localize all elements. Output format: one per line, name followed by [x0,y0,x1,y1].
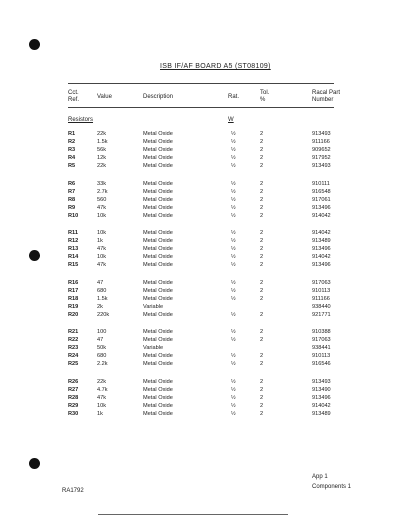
cell-value: 1.5k [97,295,108,302]
cell-rating: ½ [231,212,236,219]
cell-rating: ½ [231,131,236,137]
cell-ref: R10 [68,212,79,219]
table-row [0,386,400,394]
cell-tolerance: 2 [260,147,264,154]
cell-tolerance: 2 [260,212,264,219]
cell-ref: R13 [68,246,79,253]
cell-part-number: 914042 [312,254,331,261]
appendix-label: App 1 [312,474,328,480]
cell-value: 22k [97,131,107,137]
table-row [0,378,400,386]
cell-part-number: 913493 [312,131,331,137]
cell-value: 2.7k [97,188,108,195]
cell-ref: R15 [68,262,79,269]
cell-value: 47 [97,279,104,286]
cell-rating: ½ [231,163,236,170]
cell-tolerance: 2 [260,378,264,385]
cell-tolerance: 2 [260,180,264,187]
table-row [0,402,400,410]
cell-part-number: 913493 [312,163,331,170]
cell-tolerance: 2 [260,131,264,137]
cell-description: Metal Oxide [143,287,173,294]
cell-ref: R3 [68,147,76,154]
cell-ref: R29 [68,402,79,409]
cell-value: 2.2k [97,361,108,368]
cell-ref: R25 [68,361,79,368]
cell-part-number: 913496 [312,204,331,211]
cell-value: 220k [97,311,110,318]
document-number: RA1792 [62,488,84,494]
cell-description: Variable [143,345,164,352]
cell-rating: ½ [231,410,236,417]
header-part-line1: Racal Part [312,90,341,96]
cell-ref: R23 [68,345,79,352]
cell-description: Metal Oxide [143,361,173,368]
cell-part-number: 911166 [312,295,330,302]
cell-tolerance: 2 [260,295,264,302]
cell-value: 680 [97,353,107,360]
cell-tolerance: 2 [260,394,264,401]
cell-rating: ½ [231,386,236,393]
table-row [0,180,400,188]
cell-ref: R1 [68,131,76,137]
header-tolerance-line2: % [260,97,266,103]
cell-description: Metal Oxide [143,155,173,162]
cell-ref: R28 [68,394,79,401]
cell-part-number: 913493 [312,378,331,385]
cell-part-number: 914042 [312,212,331,219]
cell-ref: R26 [68,378,79,385]
cell-tolerance: 2 [260,155,264,162]
table-row [0,295,400,303]
cell-ref: R6 [68,180,76,187]
punch-hole [29,39,40,50]
cell-description: Metal Oxide [143,230,173,236]
cell-tolerance: 2 [260,254,264,261]
table-row [0,237,400,245]
cell-value: 47k [97,204,107,211]
cell-part-number: 914042 [312,230,331,236]
table-row [0,303,400,311]
table-row [0,245,400,253]
cell-value: 1k [97,410,103,417]
cell-description: Metal Oxide [143,386,173,393]
cell-value: 100 [97,329,107,335]
cell-tolerance: 2 [260,386,264,393]
table-row [0,410,400,418]
table-row [0,146,400,154]
cell-rating: ½ [231,246,236,253]
cell-rating: ½ [231,329,236,335]
cell-rating: ½ [231,196,236,203]
cell-value: 10k [97,402,107,409]
cell-description: Metal Oxide [143,295,173,302]
cell-value: 22k [97,378,107,385]
cell-ref: R14 [68,254,79,261]
rating-unit: W [228,117,234,123]
cell-part-number: 916548 [312,188,331,195]
cell-part-number: 921771 [312,311,331,318]
header-description: Description [143,94,174,100]
cell-tolerance: 2 [260,139,264,146]
cell-description: Metal Oxide [143,279,173,286]
cell-rating: ½ [231,188,236,195]
header-ref-line2: Ref. [68,97,80,103]
cell-rating: ½ [231,402,236,409]
cell-tolerance: 2 [260,188,264,195]
cell-rating: ½ [231,139,236,146]
cell-rating: ½ [231,238,236,245]
table-row [0,344,400,352]
table-row [0,336,400,344]
table-row [0,204,400,212]
cell-value: 33k [97,180,107,187]
cell-part-number: 910388 [312,329,331,335]
cell-rating: ½ [231,254,236,261]
cell-tolerance: 2 [260,337,264,344]
header-tolerance-line1: Tol. [260,90,270,96]
cell-rating: ½ [231,311,236,318]
cell-value: 10k [97,230,107,236]
header-ref [68,90,79,104]
table-row [0,196,400,204]
cell-tolerance: 2 [260,287,264,294]
cell-part-number: 916546 [312,361,331,368]
cell-ref: R5 [68,163,76,170]
cell-rating: ½ [231,180,236,187]
cell-ref: R4 [68,155,76,162]
cell-value: 50k [97,345,107,352]
cell-part-number: 917063 [312,337,331,344]
cell-tolerance: 2 [260,410,264,417]
cell-ref: R2 [68,139,76,146]
table-row [0,360,400,368]
cell-value: 47k [97,262,107,269]
cell-ref: R7 [68,188,76,195]
cell-rating: ½ [231,295,236,302]
cell-value: 1.5k [97,139,108,146]
table-row [0,188,400,196]
cell-ref: R12 [68,238,79,245]
cell-part-number: 913496 [312,246,331,253]
cell-rating: ½ [231,262,236,269]
cell-part-number: 914042 [312,402,331,409]
table-row [0,162,400,170]
table-row [0,212,400,220]
cell-value: 680 [97,287,107,294]
cell-value: 4.7k [97,386,108,393]
cell-description: Metal Oxide [143,337,173,344]
cell-description: Metal Oxide [143,163,173,170]
cell-part-number: 938440 [312,303,331,310]
cell-ref: R30 [68,410,79,417]
cell-rating: ½ [231,155,236,162]
cell-rating: ½ [231,394,236,401]
table-row [0,394,400,402]
cell-part-number: 913489 [312,238,331,245]
cell-value: 2k [97,303,103,310]
cell-ref: R27 [68,386,79,393]
punch-hole [29,458,40,469]
cell-tolerance: 2 [260,329,264,335]
cell-part-number: 913496 [312,262,331,269]
cell-part-number: 917061 [312,196,331,203]
table-row [0,352,400,360]
cell-ref: R19 [68,303,79,310]
cell-ref: R11 [68,230,78,236]
cell-part-number: 917063 [312,279,331,286]
cell-tolerance: 2 [260,246,264,253]
cell-part-number: 910113 [312,353,331,360]
cell-description: Metal Oxide [143,329,173,335]
cell-rating: ½ [231,287,236,294]
cell-value: 1k [97,238,103,245]
cell-tolerance: 2 [260,402,264,409]
cell-tolerance: 2 [260,279,264,286]
cell-description: Metal Oxide [143,180,173,187]
cell-part-number: 910113 [312,287,331,294]
table-row [0,261,400,269]
header-value: Value [97,94,112,100]
cell-part-number: 913489 [312,410,331,417]
cell-value: 47 [97,337,104,344]
cell-rating: ½ [231,378,236,385]
cell-description: Metal Oxide [143,131,173,137]
cell-tolerance: 2 [260,361,264,368]
cell-description: Metal Oxide [143,188,173,195]
cell-description: Metal Oxide [143,353,173,360]
cell-value: 10k [97,254,107,261]
cell-ref: R20 [68,311,79,318]
cell-ref: R17 [68,287,79,294]
cell-description: Metal Oxide [143,262,173,269]
header-part-number [312,90,340,104]
document-title: ISB IF/AF BOARD A5 (ST08109) [160,63,271,70]
cell-ref: R22 [68,337,79,344]
header-bottom-rule [68,107,334,108]
bottom-edge-line [98,514,288,515]
cell-description: Metal Oxide [143,204,173,211]
table-row [0,279,400,287]
table-row [0,311,400,319]
page-label: Components 1 [312,484,352,490]
cell-value: 47k [97,246,107,253]
cell-part-number: 913490 [312,386,331,393]
cell-ref: R24 [68,353,79,360]
cell-tolerance: 2 [260,230,264,236]
table-row [0,154,400,162]
cell-rating: ½ [231,230,236,236]
cell-tolerance: 2 [260,163,264,170]
cell-ref: R8 [68,196,76,203]
cell-tolerance: 2 [260,353,264,360]
cell-tolerance: 2 [260,196,264,203]
cell-rating: ½ [231,147,236,154]
cell-description: Metal Oxide [143,196,173,203]
section-heading: Resistors [68,117,94,123]
cell-value: 560 [97,196,107,203]
cell-part-number: 910111 [312,180,330,187]
cell-tolerance: 2 [260,311,264,318]
cell-description: Metal Oxide [143,254,173,261]
cell-ref: R16 [68,279,79,286]
cell-part-number: 917952 [312,155,331,162]
cell-description: Metal Oxide [143,147,173,154]
cell-description: Metal Oxide [143,139,173,146]
table-row [0,253,400,261]
cell-rating: ½ [231,353,236,360]
table-row [0,138,400,146]
cell-part-number: 911166 [312,139,330,146]
cell-description: Metal Oxide [143,378,173,385]
cell-part-number: 913496 [312,394,331,401]
header-part-line2: Number [312,97,334,103]
table-row [0,287,400,295]
table-row [0,328,400,336]
cell-tolerance: 2 [260,238,264,245]
cell-rating: ½ [231,204,236,211]
cell-description: Metal Oxide [143,238,173,245]
cell-value: 56k [97,147,107,154]
cell-value: 12k [97,155,107,162]
table-row [0,130,400,138]
header-tolerance [260,90,269,104]
cell-value: 10k [97,212,107,219]
cell-rating: ½ [231,279,236,286]
cell-tolerance: 2 [260,204,264,211]
cell-description: Metal Oxide [143,394,173,401]
cell-description: Metal Oxide [143,311,173,318]
cell-ref: R9 [68,204,76,211]
cell-rating: ½ [231,337,236,344]
cell-tolerance: 2 [260,262,264,269]
cell-value: 47k [97,394,107,401]
cell-ref: R18 [68,295,79,302]
cell-description: Metal Oxide [143,410,173,417]
cell-part-number: 909652 [312,147,331,154]
cell-description: Metal Oxide [143,246,173,253]
cell-rating: ½ [231,361,236,368]
cell-value: 22k [97,163,107,170]
table-row [0,229,400,237]
cell-part-number: 938441 [312,345,331,352]
header-top-rule [68,83,334,84]
header-ref-line1: Cct. [68,90,79,96]
cell-description: Metal Oxide [143,212,173,219]
cell-description: Variable [143,303,164,310]
cell-description: Metal Oxide [143,402,173,409]
header-rating: Rat. [228,94,240,100]
cell-ref: R21 [68,329,79,335]
